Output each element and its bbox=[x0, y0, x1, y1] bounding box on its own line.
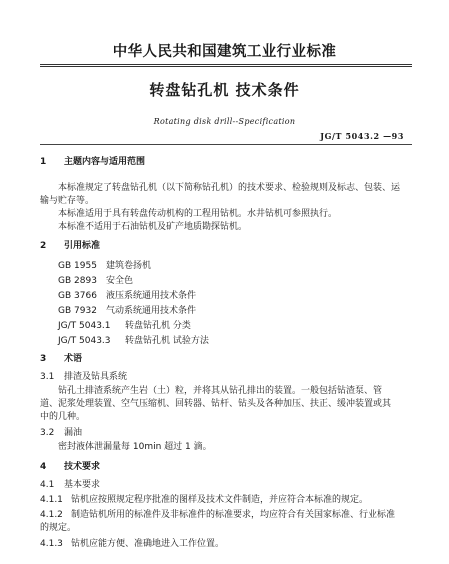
paragraph-line: 本标准适用于具有转盘传动机构的工程用钻机。水井钻机可参照执行。 bbox=[58, 209, 338, 219]
section-2-heading bbox=[40, 241, 100, 252]
clause-number: 4.1.3 bbox=[40, 539, 63, 549]
term-title: 漏油 bbox=[64, 428, 83, 438]
reference-code: JG/T 5043.3 bbox=[58, 336, 111, 346]
section-number: 3 bbox=[40, 354, 47, 364]
reference-item bbox=[58, 306, 196, 317]
paragraph-line: 中的几种。 bbox=[40, 412, 86, 422]
section-title: 术语 bbox=[64, 354, 83, 364]
section-4-heading bbox=[40, 462, 100, 473]
clause-heading bbox=[40, 480, 100, 491]
reference-item bbox=[58, 321, 191, 332]
reference-code: JG/T 5043.1 bbox=[58, 321, 111, 331]
section-number: 4 bbox=[40, 462, 47, 472]
standard-number: JG/T 5043.2 —93 bbox=[320, 131, 404, 141]
reference-code: GB 1955 bbox=[58, 261, 97, 271]
reference-item bbox=[58, 291, 196, 302]
reference-name: 建筑卷扬机 bbox=[106, 261, 152, 271]
paragraph-line: 本标准规定了转盘钻孔机（以下简称钻孔机）的技术要求、检验规则及标志、包装、运 bbox=[58, 183, 401, 193]
clause-line bbox=[40, 510, 395, 521]
clause-text: 钻机应能方便、准确地进入工作位置。 bbox=[71, 539, 225, 549]
term-number: 3.1 bbox=[40, 372, 55, 382]
paragraph-line: 输与贮存等。 bbox=[40, 196, 95, 206]
section-3-heading bbox=[40, 354, 82, 365]
reference-code: GB 7932 bbox=[58, 306, 97, 316]
reference-name: 转盘钻孔机 分类 bbox=[125, 321, 191, 331]
clause-number: 4.1 bbox=[40, 480, 55, 490]
term-number: 3.2 bbox=[40, 428, 55, 438]
clause-line bbox=[40, 539, 224, 550]
clause-text: 制造钻机所用的标准件及非标准件的标准要求，均应符合有关国家标准、行业标准 bbox=[71, 510, 396, 520]
clause-text: 钻机应按照规定程序批准的图样及技术文件制造，并应符合本标准的规定。 bbox=[71, 495, 369, 505]
document-title: 转盘钻孔机 技术条件 bbox=[149, 81, 300, 99]
term-heading bbox=[40, 372, 127, 383]
term-title: 排渣及钻具系统 bbox=[64, 372, 128, 382]
org-title: 中华人民共和国建筑工业行业标准 bbox=[112, 44, 337, 60]
reference-code: GB 2893 bbox=[58, 276, 97, 286]
paragraph-line: 的规定。 bbox=[40, 523, 77, 533]
reference-name: 安全色 bbox=[106, 276, 134, 286]
reference-name: 液压系统通用技术条件 bbox=[106, 291, 197, 301]
section-title: 技术要求 bbox=[64, 462, 101, 472]
reference-name: 转盘钻孔机 试验方法 bbox=[125, 336, 209, 346]
section-number: 2 bbox=[40, 241, 47, 251]
header-rule-bottom bbox=[40, 66, 412, 67]
reference-item bbox=[58, 336, 209, 347]
paragraph-line: 密封液体泄漏量每 10min 超过 1 滴。 bbox=[58, 442, 212, 452]
reference-name: 气动系统通用技术条件 bbox=[106, 306, 197, 316]
reference-item bbox=[58, 261, 151, 272]
reference-item bbox=[58, 276, 133, 287]
section-title: 主题内容与适用范围 bbox=[64, 157, 146, 167]
reference-code: GB 3766 bbox=[58, 291, 97, 301]
clause-title: 基本要求 bbox=[64, 480, 101, 490]
paragraph-line: 本标准不适用于石油钻机及矿产地质勘探钻机。 bbox=[58, 222, 248, 232]
term-heading bbox=[40, 428, 82, 439]
clause-line bbox=[40, 495, 368, 506]
section-1-heading bbox=[40, 157, 145, 168]
clause-number: 4.1.2 bbox=[40, 510, 63, 520]
section-number: 1 bbox=[40, 157, 47, 167]
clause-number: 4.1.1 bbox=[40, 495, 63, 505]
document-title-english: Rotating disk drill--Specification bbox=[153, 117, 296, 126]
header-rule-top bbox=[40, 64, 412, 65]
section-title: 引用标准 bbox=[64, 241, 101, 251]
paragraph-line: 道、泥浆处理装置、空气压缩机、回转器、钻杆、钻头及各种加压、扶正、缓冲装置或其 bbox=[40, 399, 392, 409]
title-divider bbox=[40, 144, 412, 145]
paragraph-line: 钻孔土排渣系统产生岩（土）粒，并将其从钻孔排出的装置。一般包括钻渣泵、管 bbox=[58, 386, 383, 396]
